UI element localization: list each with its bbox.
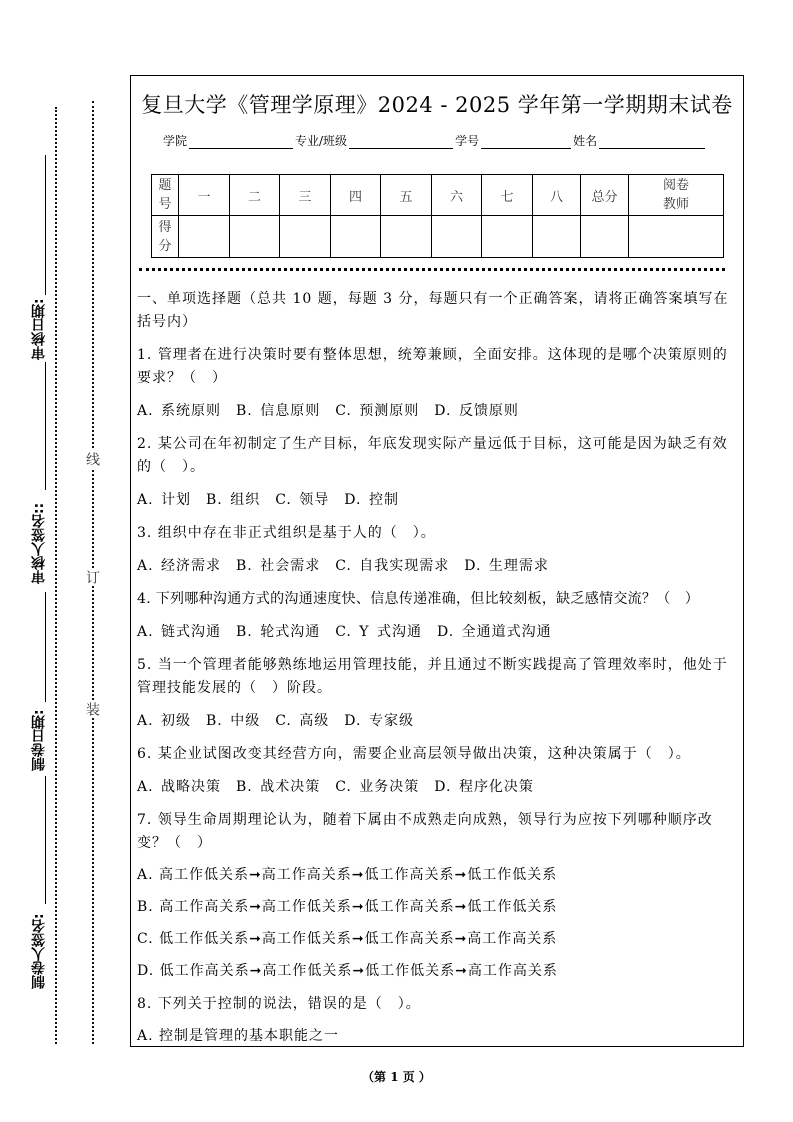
question-number-label: 题 号 <box>152 175 179 216</box>
col-header-1: 一 <box>179 175 230 216</box>
question-text: 某企业试图改变其经营方向，需要企业高层领导做出决策，这种决策属于（ ）。 <box>157 746 691 762</box>
score-label: 得 分 <box>152 216 179 258</box>
col-header-total: 总分 <box>581 175 629 216</box>
question-text: 领导生命周期理论认为，随着下属由不成熟走向成熟，领导行为应按下列哪种顺序改变？（ ） <box>137 812 713 851</box>
review-date-line-top <box>45 155 46 295</box>
score-cell-total[interactable] <box>581 216 629 258</box>
review-date-label: 审核日期: <box>28 297 50 361</box>
question-3-options: A. 经济需求 B. 社会需求 C. 自我实现需求 D. 生理需求 <box>137 558 549 574</box>
college-label: 学院 <box>163 134 188 148</box>
question-7-option-a: A. 高工作低关系➞高工作高关系➞低工作高关系➞低工作低关系 <box>137 867 558 883</box>
exam-frame <box>130 75 744 1047</box>
reviewer-signature-line <box>45 592 46 702</box>
question-7-option-d: D. 低工作高关系➞高工作低关系➞低工作低关系➞高工作高关系 <box>137 963 558 979</box>
question-5 <box>137 654 739 700</box>
page-number: （第 1 页 ） <box>362 1070 431 1084</box>
question-2 <box>137 433 739 479</box>
question-number: 2. <box>137 436 153 452</box>
question-text: 某公司在年初制定了生产目标，年底发现实际产量远低于目标，这可能是因为缺乏有效的（ ）。 <box>137 436 728 475</box>
name-field[interactable] <box>599 134 705 149</box>
score-cell-4[interactable] <box>331 216 381 258</box>
question-8-option-a: A. 控制是管理的基本职能之一 <box>137 1028 340 1044</box>
question-2-options: A. 计划 B. 组织 C. 领导 D. 控制 <box>137 492 399 508</box>
prepare-date-label: 制卷日期: <box>28 708 50 772</box>
question-number: 3. <box>137 525 153 541</box>
score-cell-7[interactable] <box>482 216 533 258</box>
question-1-options: A. 系统原则 B. 信息原则 C. 预测原则 D. 反馈原则 <box>137 403 519 419</box>
exam-content <box>137 288 739 1048</box>
col-header-5: 五 <box>381 175 432 216</box>
question-number: 7. <box>137 812 153 828</box>
seal-char-xian: 线 <box>84 452 100 466</box>
question-1 <box>137 344 739 390</box>
preparer-signature-label: 制卷人签名: <box>28 908 50 994</box>
question-text: 下列关于控制的说法，错误的是（ ）。 <box>157 996 421 1012</box>
score-table-score-row <box>152 216 724 258</box>
question-text: 当一个管理者能够熟练地运用管理技能，并且通过不断实践提高了管理效率时，他处于管理技能发展的（ ）阶段。 <box>137 657 728 696</box>
question-number: 6. <box>137 746 153 762</box>
college-field[interactable] <box>189 134 293 149</box>
question-5-options: A. 初级 B. 中级 C. 高级 D. 专家级 <box>137 713 414 729</box>
col-header-6: 六 <box>432 175 482 216</box>
score-cell-8[interactable] <box>533 216 581 258</box>
score-table-header-row <box>152 175 724 216</box>
exam-title: 复旦大学《管理学原理》2024 - 2025 学年第一学期期末试卷 <box>141 93 733 117</box>
score-cell-3[interactable] <box>280 216 331 258</box>
reviewer-signature-label: 审核人签名:: <box>28 497 50 589</box>
col-header-8: 八 <box>533 175 581 216</box>
score-table <box>151 174 724 258</box>
question-text: 管理者在进行决策时要有整体思想，统筹兼顾，全面安排。这体现的是哪个决策原则的要求？（ ） <box>137 347 728 386</box>
question-number: 8. <box>137 996 153 1012</box>
question-number: 1. <box>137 347 153 363</box>
question-text: 下列哪种沟通方式的沟通速度快、信息传递准确，但比较刻板，缺乏感情交流？（ ） <box>155 591 700 607</box>
seal-char-zhuang: 装 <box>84 702 100 716</box>
binding-dotted-line-outer <box>55 107 57 1044</box>
major-class-label: 专业/班级 <box>295 134 348 148</box>
question-3 <box>137 522 739 545</box>
dotted-separator <box>139 268 725 271</box>
score-cell-1[interactable] <box>179 216 230 258</box>
question-7-option-c: C. 低工作低关系➞高工作低关系➞低工作高关系➞高工作高关系 <box>137 931 558 947</box>
question-8 <box>137 993 739 1016</box>
student-id-label: 学号 <box>455 134 480 148</box>
question-number: 5. <box>137 657 153 673</box>
score-cell-5[interactable] <box>381 216 432 258</box>
review-date-line-bottom <box>45 362 46 490</box>
score-cell-2[interactable] <box>230 216 280 258</box>
prepare-date-line <box>45 776 46 904</box>
col-header-7: 七 <box>482 175 533 216</box>
student-id-field[interactable] <box>481 134 571 149</box>
col-header-grader: 阅卷 教师 <box>629 175 724 216</box>
major-class-field[interactable] <box>349 134 453 149</box>
question-text: 组织中存在非正式组织是基于人的（ ）。 <box>157 525 436 541</box>
section-heading: 一、单项选择题（总共 10 题，每题 3 分，每题只有一个正确答案，请将正确答案填写在括号内） <box>137 291 729 330</box>
col-header-2: 二 <box>230 175 280 216</box>
question-7 <box>137 809 739 855</box>
student-info-row <box>163 132 707 149</box>
name-label: 姓名 <box>573 134 598 148</box>
col-header-3: 三 <box>280 175 331 216</box>
question-4 <box>137 588 739 611</box>
seal-char-ding: 订 <box>84 570 100 584</box>
score-cell-6[interactable] <box>432 216 482 258</box>
question-6 <box>137 743 739 766</box>
score-cell-grader[interactable] <box>629 216 724 258</box>
question-6-options: A. 战略决策 B. 战术决策 C. 业务决策 D. 程序化决策 <box>137 779 534 795</box>
col-header-4: 四 <box>331 175 381 216</box>
question-7-option-b: B. 高工作高关系➞高工作低关系➞低工作高关系➞低工作低关系 <box>137 899 558 915</box>
question-number: 4. <box>137 591 151 607</box>
question-4-options: A. 链式沟通 B. 轮式沟通 C. Y 式沟通 D. 全通道式沟通 <box>137 624 552 640</box>
